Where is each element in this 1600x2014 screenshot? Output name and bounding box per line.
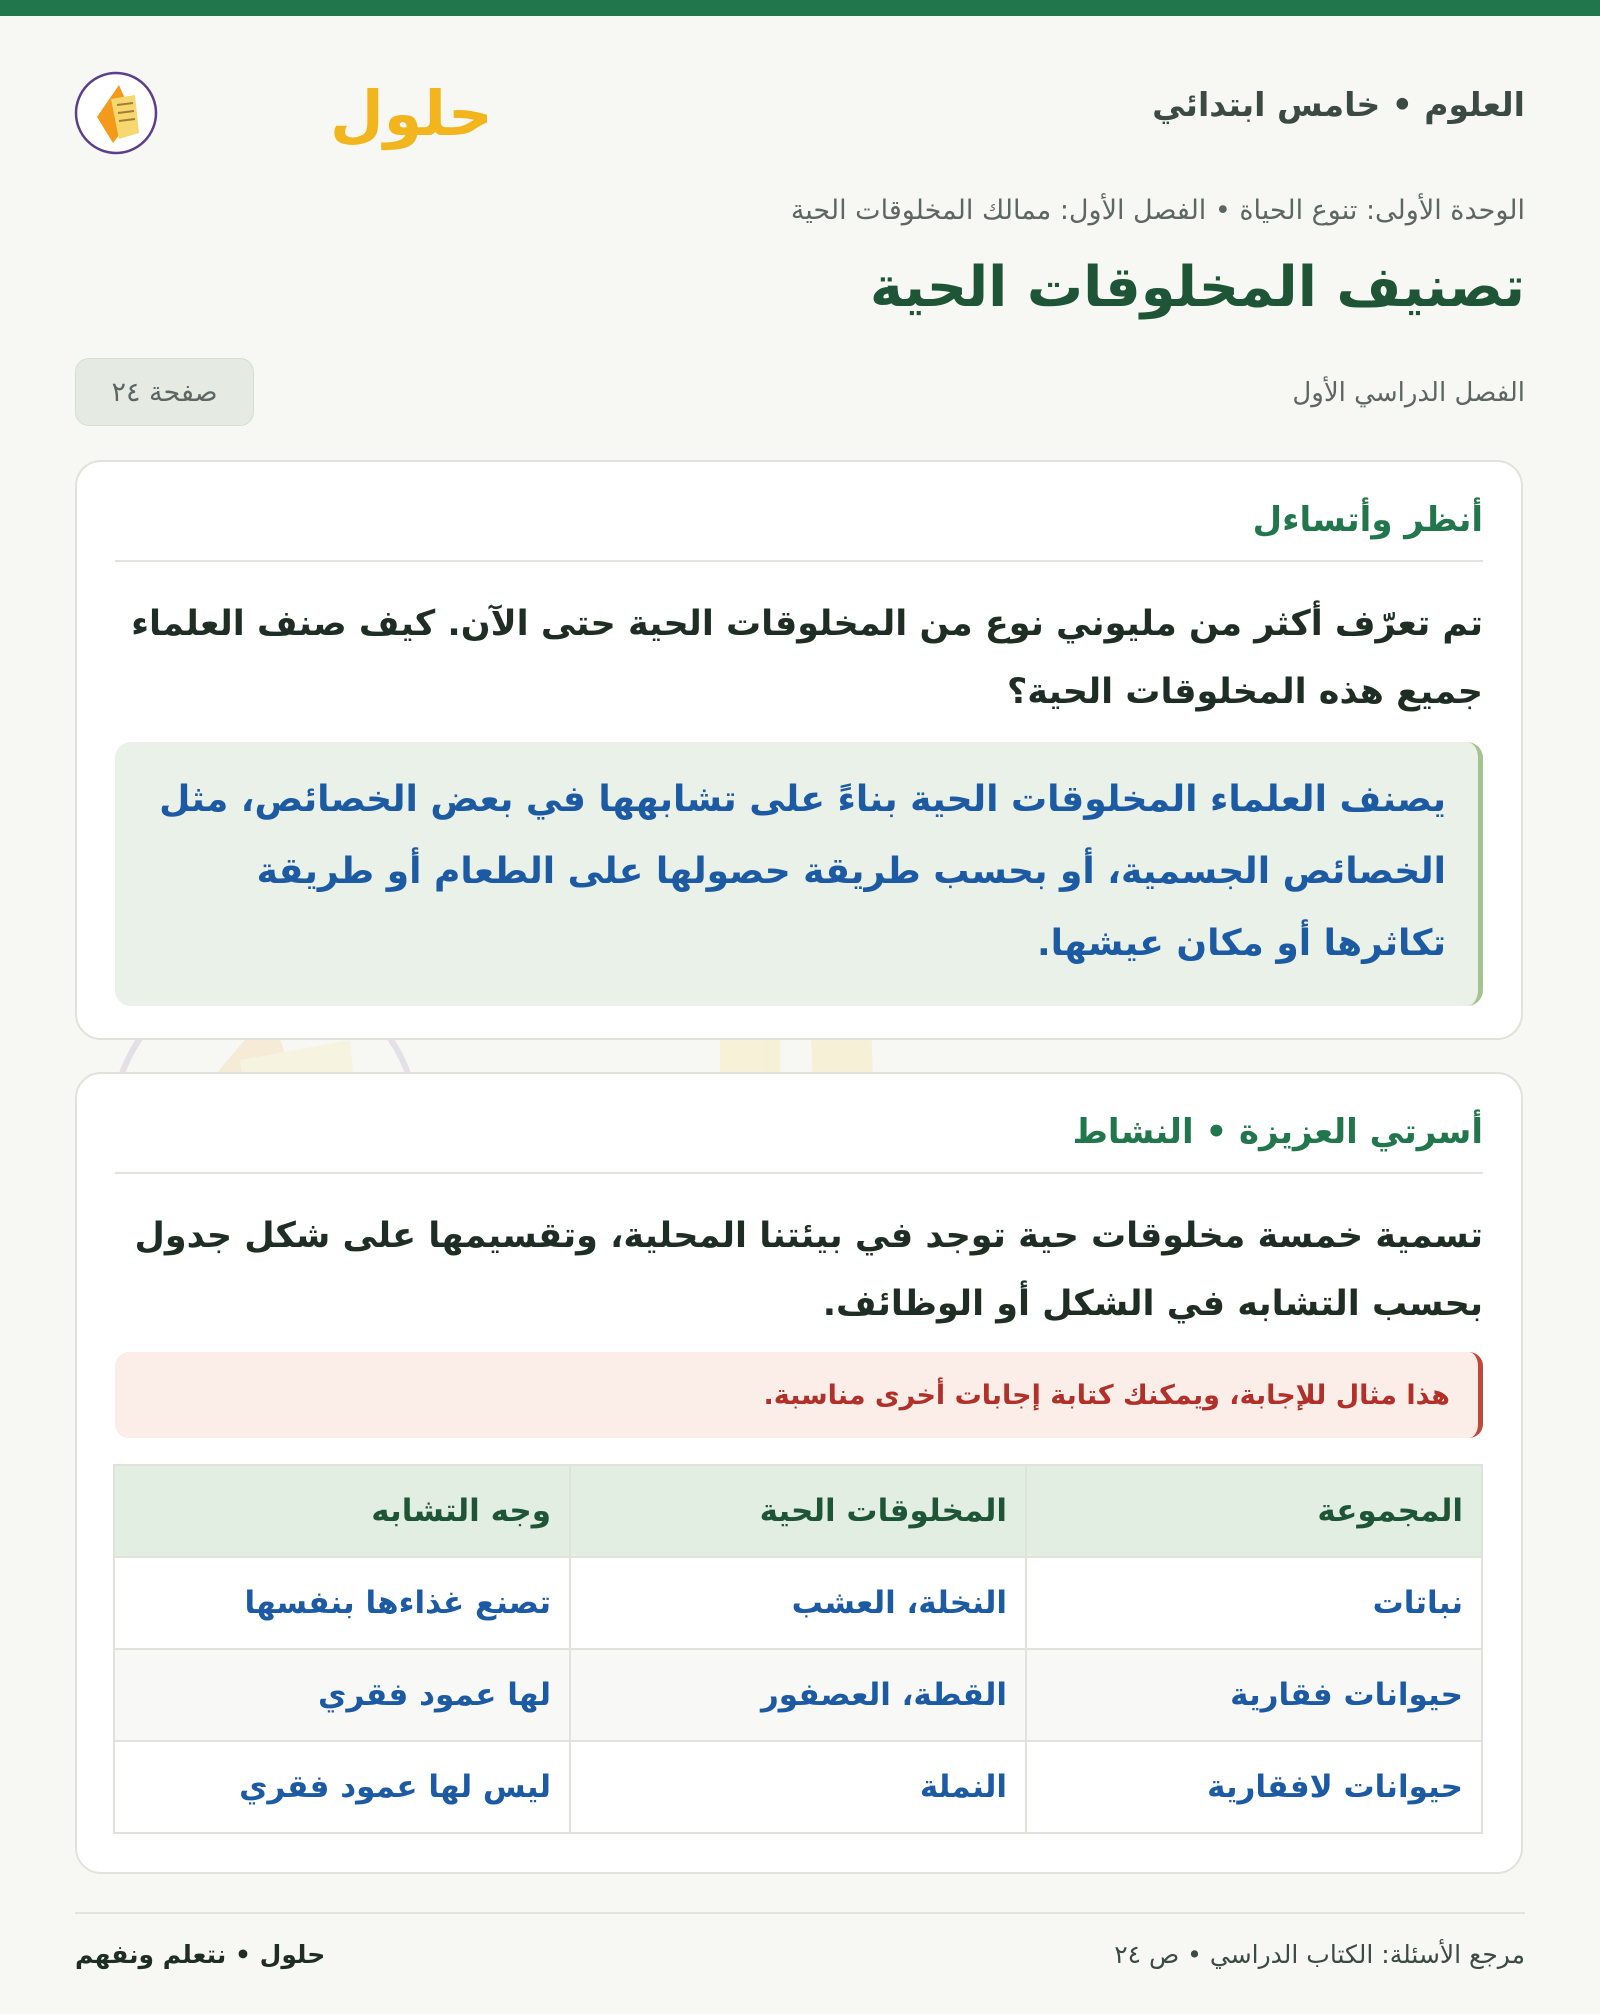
table-cell-organisms: القطة، العصفور: [570, 1649, 1026, 1741]
column-header-group: المجموعة: [1026, 1465, 1482, 1557]
logo-text: حلول: [330, 77, 493, 150]
page-title: تصنيف المخلوقات الحية: [869, 255, 1525, 320]
table-cell-group: نباتات: [1026, 1557, 1482, 1649]
activity-question: تسمية خمسة مخلوقات حية توجد في بيئتنا المحلية، وتقسيمها على شكل جدول بحسب التشابه في الشكل أو الوظائف.: [134, 1216, 1483, 1324]
top-accent-bar: [0, 0, 1600, 16]
column-header-similarity: وجه التشابه: [114, 1465, 570, 1557]
observe-section-card: [75, 460, 1523, 1040]
page-number-badge: صفحة ٢٤: [75, 358, 254, 426]
table-cell-group: حيوانات فقارية: [1026, 1649, 1482, 1741]
table-cell-organisms: النخلة، العشب: [570, 1557, 1026, 1649]
table-cell-group: حيوانات لافقارية: [1026, 1741, 1482, 1833]
breadcrumb: الوحدة الأولى: تنوع الحياة • الفصل الأول: ممالك المخلوقات الحية: [790, 195, 1525, 226]
table-cell-similarity: ليس لها عمود فقري: [114, 1741, 570, 1833]
footer-brand: حلول • نتعلم ونفهم: [75, 1940, 326, 1969]
table-cell-similarity: لها عمود فقري: [114, 1649, 570, 1741]
table-cell-organisms: النملة: [570, 1741, 1026, 1833]
classification-table: [113, 1464, 1483, 1834]
page-header: [75, 55, 1525, 165]
table-header-row: [114, 1465, 1482, 1557]
footer-divider: [75, 1912, 1525, 1914]
activity-section-title: أسرتي العزيزة • النشاط: [115, 1112, 1483, 1174]
table-row: [114, 1557, 1482, 1649]
activity-section-card: [75, 1072, 1523, 1874]
semester-label: الفصل الدراسي الأول: [1292, 378, 1525, 408]
table-cell-similarity: تصنع غذاءها بنفسها: [114, 1557, 570, 1649]
observe-answer: يصنف العلماء المخلوقات الحية بناءً على تشابهها في بعض الخصائص، مثل الخصائص الجسمية، أو بحسب طريقة حصولها على الطعام أو طريقة تكاثرها أو مكان عيشها.: [115, 742, 1483, 1006]
footer-reference: مرجع الأسئلة: الكتاب الدراسي • ص ٢٤: [1114, 1940, 1525, 1969]
hulul-logo: [75, 55, 493, 165]
subject-label: العلوم • خامس ابتدائي: [1152, 85, 1525, 124]
table-row: [114, 1741, 1482, 1833]
example-answer-note: هذا مثال للإجابة، ويمكنك كتابة إجابات أخرى مناسبة.: [115, 1352, 1483, 1438]
column-header-organisms: المخلوقات الحية: [570, 1465, 1026, 1557]
table-row: [114, 1649, 1482, 1741]
observe-section-title: أنظر وأتساءل: [115, 500, 1483, 562]
observe-question: تم تعرّف أكثر من مليوني نوع من المخلوقات الحية حتى الآن. كيف صنف العلماء جميع هذه المخلوقات الحية؟: [131, 604, 1483, 712]
